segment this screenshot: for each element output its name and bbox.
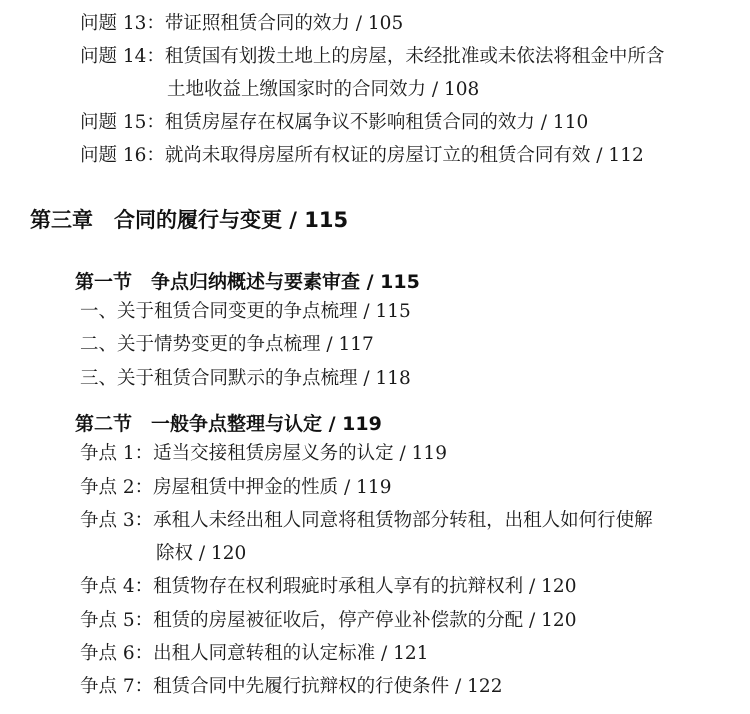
chapter-heading[interactable]: 第三章 合同的履行与变更 / 115	[30, 208, 349, 232]
toc-entry-issue-15[interactable]	[80, 114, 588, 133]
toc-entry-issue-14[interactable]	[80, 48, 664, 67]
point-label: 争点 4：	[80, 576, 154, 597]
point-title: 租赁合同中先履行抗辩权的行使条件 / 122	[153, 676, 503, 697]
point-title: 房屋租赁中押金的性质 / 119	[153, 477, 392, 498]
toc-entry-issue-14-continuation: 土地收益上缴国家时的合同效力 / 108	[167, 79, 480, 100]
toc-entry-point-7[interactable]	[80, 678, 502, 697]
section-heading-1[interactable]	[75, 267, 420, 294]
toc-entry-issue-16[interactable]	[80, 147, 644, 166]
point-label: 争点 6：	[80, 643, 154, 664]
point-label: 争点 2：	[80, 477, 154, 498]
section-page: / 119	[322, 413, 382, 435]
toc-entry-point-1[interactable]	[80, 445, 447, 464]
section-title: 第一节 争点归纳概述与要素审查	[75, 271, 361, 293]
toc-entry-point-5[interactable]	[80, 612, 576, 631]
issue-label: 问题 16：	[80, 145, 165, 166]
point-label: 争点 1：	[80, 443, 154, 464]
issue-title: 就尚未取得房屋所有权证的房屋订立的租赁合同有效 / 112	[164, 145, 644, 166]
toc-entry-issue-13[interactable]	[80, 15, 403, 34]
point-label: 争点 7：	[80, 676, 154, 697]
cut-off-top-line	[0, 0, 19, 13]
point-title: 承租人未经出租人同意将租赁物部分转租，出租人如何行使解	[153, 510, 653, 531]
section-heading-2[interactable]	[75, 409, 382, 436]
point-title: 租赁物存在权利瑕疵时承租人享有的抗辩权利 / 120	[153, 576, 577, 597]
issue-label: 问题 15：	[80, 112, 165, 133]
point-title: 租赁的房屋被征收后，停产停业补偿款的分配 / 120	[153, 610, 577, 631]
toc-item-2[interactable]: 二、关于情势变更的争点梳理 / 117	[80, 334, 374, 355]
toc-entry-point-2[interactable]	[80, 479, 391, 498]
point-label: 争点 3：	[80, 510, 154, 531]
issue-title: 带证照租赁合同的效力 / 105	[164, 13, 404, 34]
section-page: / 115	[360, 271, 420, 293]
issue-label: 问题 13：	[80, 13, 165, 34]
toc-entry-point-6[interactable]	[80, 645, 428, 664]
section-title: 第二节 一般争点整理与认定	[75, 413, 323, 435]
issue-label: 问题 14：	[80, 46, 165, 67]
issue-title: 租赁国有划拨土地上的房屋，未经批准或未依法将租金中所含	[164, 46, 665, 67]
toc-entry-point-4[interactable]	[80, 578, 576, 597]
toc-item-1[interactable]: 一、关于租赁合同变更的争点梳理 / 115	[80, 301, 411, 322]
toc-entry-point-3-continuation: 除权 / 120	[156, 543, 247, 564]
toc-entry-point-3[interactable]	[80, 512, 653, 531]
point-label: 争点 5：	[80, 610, 154, 631]
point-title: 出租人同意转租的认定标准 / 121	[153, 643, 429, 664]
issue-title: 租赁房屋存在权属争议不影响租赁合同的效力 / 110	[164, 112, 589, 133]
point-title: 适当交接租赁房屋义务的认定 / 119	[153, 443, 447, 464]
toc-item-3[interactable]: 三、关于租赁合同默示的争点梳理 / 118	[80, 368, 411, 389]
